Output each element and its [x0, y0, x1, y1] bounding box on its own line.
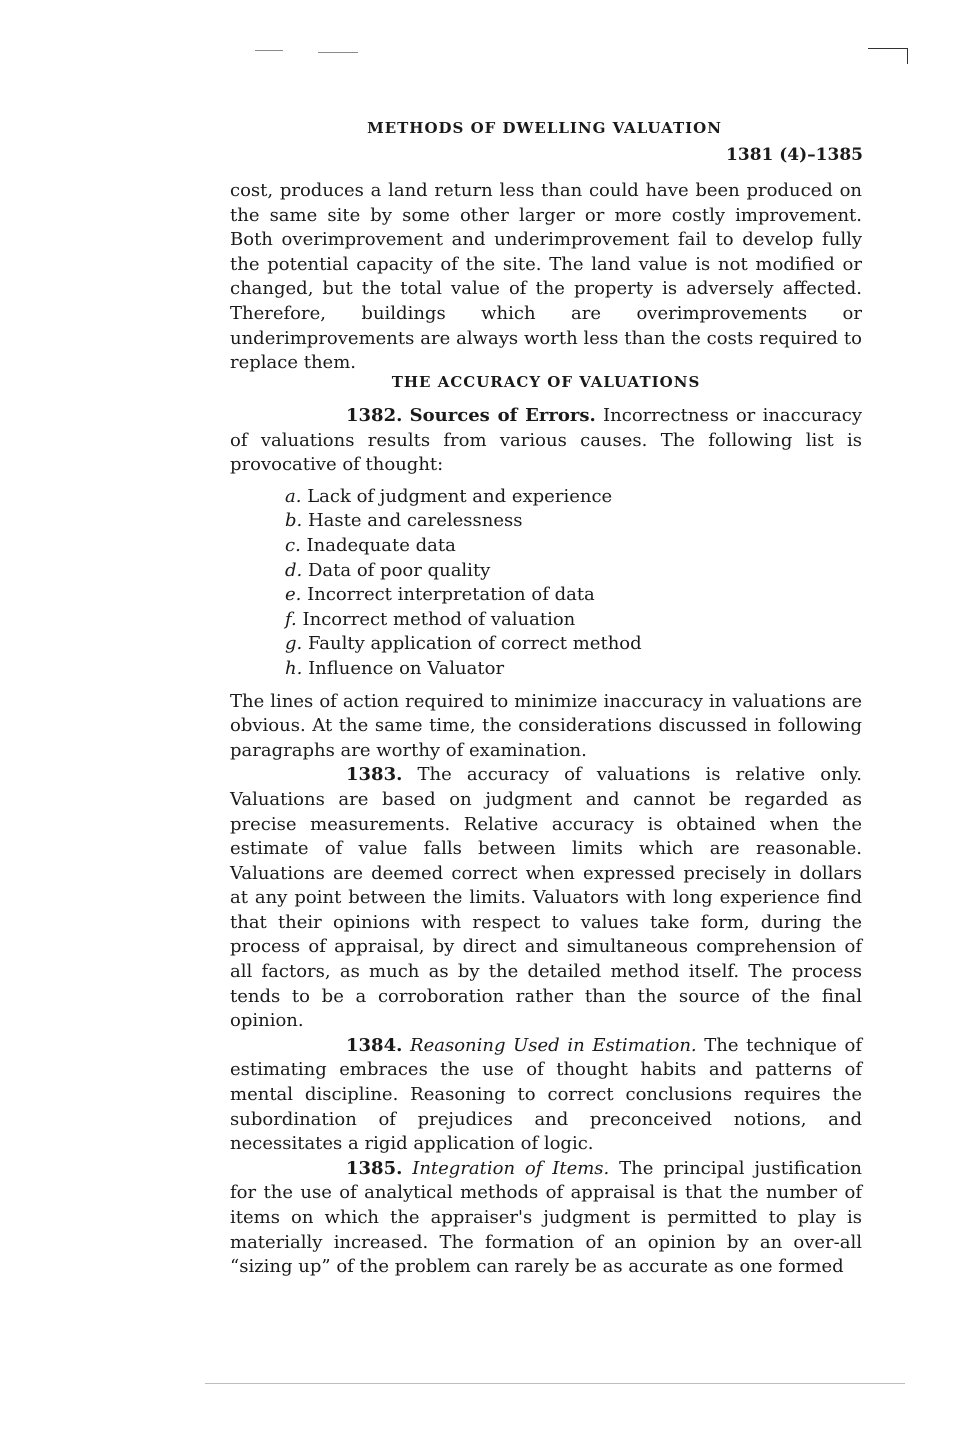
list-item: c. Inadequate data	[285, 534, 456, 556]
list-item: b. Haste and carelessness	[285, 510, 523, 532]
paragraph-1381-continued	[230, 179, 862, 376]
section-number-1385: 1385.	[346, 1157, 403, 1179]
scan-mark-top-right	[868, 48, 908, 49]
error-sources-list	[285, 485, 862, 682]
section-title-1382: Sources of Errors.	[409, 405, 596, 426]
list-item: f. Incorrect method of valuation	[285, 608, 576, 630]
section-numbers: 1381 (4)–1385	[726, 145, 863, 165]
list-item: h. Influence on Valuator	[285, 657, 505, 679]
section-subheading: THE ACCURACY OF VALUATIONS	[391, 373, 701, 391]
section-number-1382: 1382.	[346, 405, 403, 426]
paragraph-text: cost, produces a land return less than could have been produced on the same site by some other larger or more costly improvement. Both overimprovement and underimprovement fail to develop fully the potential capacity of the site. The land value is not modified or changed, but the total value of the property is adversely affected. Therefore, buildings which are overimprovements or underimprovements are always worth less than the costs required to replace them.	[230, 180, 862, 374]
list-item: e. Incorrect interpretation of data	[285, 584, 595, 606]
list-item: g. Faulty application of correct method	[285, 633, 642, 655]
list-item: d. Data of poor quality	[285, 559, 491, 581]
scan-mark-top-left	[255, 50, 283, 51]
main-text-block	[230, 404, 862, 1280]
paragraph-1383	[230, 763, 862, 1034]
paragraph-1385	[230, 1157, 862, 1280]
running-head: METHODS OF DWELLING VALUATION	[367, 119, 722, 137]
section-text-1385: The principal justification for the use of analytical methods of appraisal is that the number of items on which the appraiser's judgment is permitted to play is materially increased. The formation of an opinion by an over-all “sizing up” of the problem can rarely be as accurate as one formed	[230, 1157, 862, 1278]
paragraph-1384	[230, 1034, 862, 1157]
section-text-1382: Incorrectness or inaccuracy of valuations results from various causes. The following list is provocative of thought:	[230, 405, 862, 476]
paragraph-1382	[230, 404, 862, 478]
section-text-1384: The technique of estimating embraces the use of thought habits and patterns of mental discipline. Reasoning to correct conclusions requires the subordination of prejudices and preconceived notions, and necessitates a rigid application of logic.	[230, 1034, 862, 1155]
section-title-1384: Reasoning Used in Estimation.	[410, 1034, 697, 1056]
section-title-1385: Integration of Items.	[412, 1157, 610, 1179]
scan-mark-top-right-edge	[907, 48, 908, 64]
paragraph-1382-after-list: The lines of action required to minimize inaccuracy in valuations are obvious. At the same time, the considerations discussed in following paragraphs are worthy of examination.	[230, 690, 862, 761]
scan-mark-top	[318, 52, 358, 53]
list-item: a. Lack of judgment and experience	[285, 485, 613, 507]
section-number-1384: 1384.	[346, 1034, 403, 1056]
scan-mark-bottom	[205, 1383, 905, 1384]
section-number-1383: 1383.	[346, 764, 403, 786]
section-text-1383: The accuracy of valuations is relative only. Valuations are based on judgment and cannot be regarded as precise measurements. Relative accuracy is obtained when the estimate of value falls between limits which are reasonable. Valuations are deemed correct when expressed precisely in dollars at any point between the limits. Valuators with long experience find that their opinions with respect to values take form, during the process of appraisal, by direct and simultaneous comprehension of all factors, as much as by the detailed method itself. The process tends to be a corroboration rather than the source of the final opinion.	[230, 764, 862, 1032]
